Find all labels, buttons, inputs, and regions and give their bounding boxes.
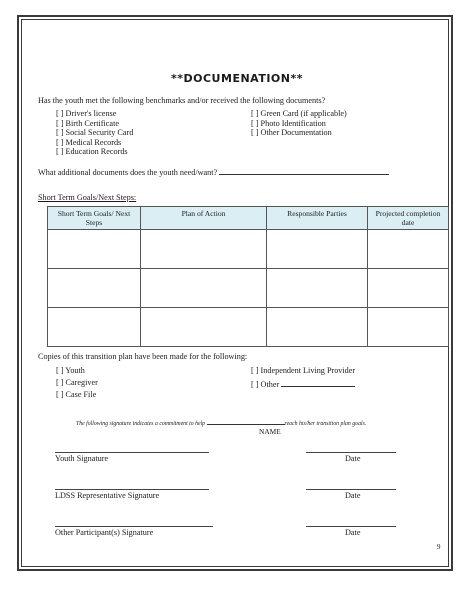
checkbox-independent-living-provider[interactable]: [ ] Independent Living Provider	[251, 366, 356, 375]
table-row	[48, 230, 449, 269]
page-title: **DOCUMENATION**	[171, 72, 303, 85]
checkbox-birth-certificate[interactable]: [ ] Birth Certificate	[56, 119, 119, 128]
table-cell[interactable]	[267, 308, 368, 347]
checkbox-photo-identification[interactable]: [ ] Photo Identification	[251, 119, 326, 128]
other-recipient-field[interactable]	[281, 378, 355, 387]
goals-table-header-row	[48, 207, 449, 230]
commitment-text-after: reach his/her transition plan goals.	[284, 421, 367, 427]
goals-table	[47, 206, 449, 347]
ldss-date-label: Date	[345, 491, 361, 500]
column-header-plan: Plan of Action	[141, 207, 267, 230]
column-header-completion: Projected completion date	[368, 207, 449, 230]
table-cell[interactable]	[368, 269, 449, 308]
table-row	[48, 269, 449, 308]
table-cell[interactable]	[141, 230, 267, 269]
table-cell[interactable]	[141, 308, 267, 347]
checkbox-drivers-license[interactable]: [ ] Driver's license	[56, 109, 117, 118]
benchmarks-question: Has the youth met the following benchmarks and/or received the following documents?	[38, 96, 326, 105]
table-cell[interactable]	[48, 308, 141, 347]
table-row	[48, 308, 449, 347]
commitment-text-before: The following signature indicates a commitment to help	[76, 421, 206, 427]
checkbox-case-file[interactable]: [ ] Case File	[56, 390, 97, 399]
table-cell[interactable]	[48, 269, 141, 308]
column-header-parties: Responsible Parties	[267, 207, 368, 230]
table-cell[interactable]	[48, 230, 141, 269]
participant-date-line[interactable]	[306, 526, 396, 527]
table-cell[interactable]	[267, 269, 368, 308]
ldss-date-line[interactable]	[306, 489, 396, 490]
checkbox-social-security-card[interactable]: [ ] Social Security Card	[56, 128, 134, 137]
column-header-goals: Short Term Goals/ Next Steps	[48, 207, 141, 230]
name-caption: NAME	[259, 427, 281, 436]
participant-date-label: Date	[345, 528, 361, 537]
commitment-name-field[interactable]	[207, 418, 285, 425]
youth-date-line[interactable]	[306, 452, 396, 453]
additional-documents-field[interactable]	[219, 166, 389, 175]
page-number: 9	[437, 543, 441, 551]
additional-documents-question	[38, 166, 389, 177]
youth-signature-label: Youth Signature	[55, 454, 109, 463]
participant-signature-line[interactable]	[55, 526, 213, 527]
table-cell[interactable]	[368, 308, 449, 347]
commitment-statement	[76, 418, 366, 427]
checkbox-green-card[interactable]: [ ] Green Card (if applicable)	[251, 109, 347, 118]
copies-intro: Copies of this transition plan have been made for the following:	[38, 352, 248, 361]
checkbox-other-documentation[interactable]: [ ] Other Documentation	[251, 128, 332, 137]
checkbox-caregiver[interactable]: [ ] Caregiver	[56, 378, 98, 387]
checkbox-other-label: [ ] Other	[251, 380, 280, 389]
additional-documents-label: What additional documents does the youth need/want?	[38, 168, 218, 177]
goals-section-label: Short Term Goals/Next Steps:	[38, 193, 137, 202]
table-cell[interactable]	[368, 230, 449, 269]
checkbox-medical-records[interactable]: [ ] Medical Records	[56, 138, 122, 147]
ldss-signature-label: LDSS Representative Signature	[55, 491, 160, 500]
checkbox-youth[interactable]: [ ] Youth	[56, 366, 85, 375]
youth-signature-line[interactable]	[55, 452, 209, 453]
checkbox-education-records[interactable]: [ ] Education Records	[56, 147, 128, 156]
youth-date-label: Date	[345, 454, 361, 463]
table-cell[interactable]	[141, 269, 267, 308]
table-cell[interactable]	[267, 230, 368, 269]
participant-signature-label: Other Participant(s) Signature	[55, 528, 154, 537]
checkbox-other-copy[interactable]	[251, 378, 355, 389]
ldss-signature-line[interactable]	[55, 489, 209, 490]
